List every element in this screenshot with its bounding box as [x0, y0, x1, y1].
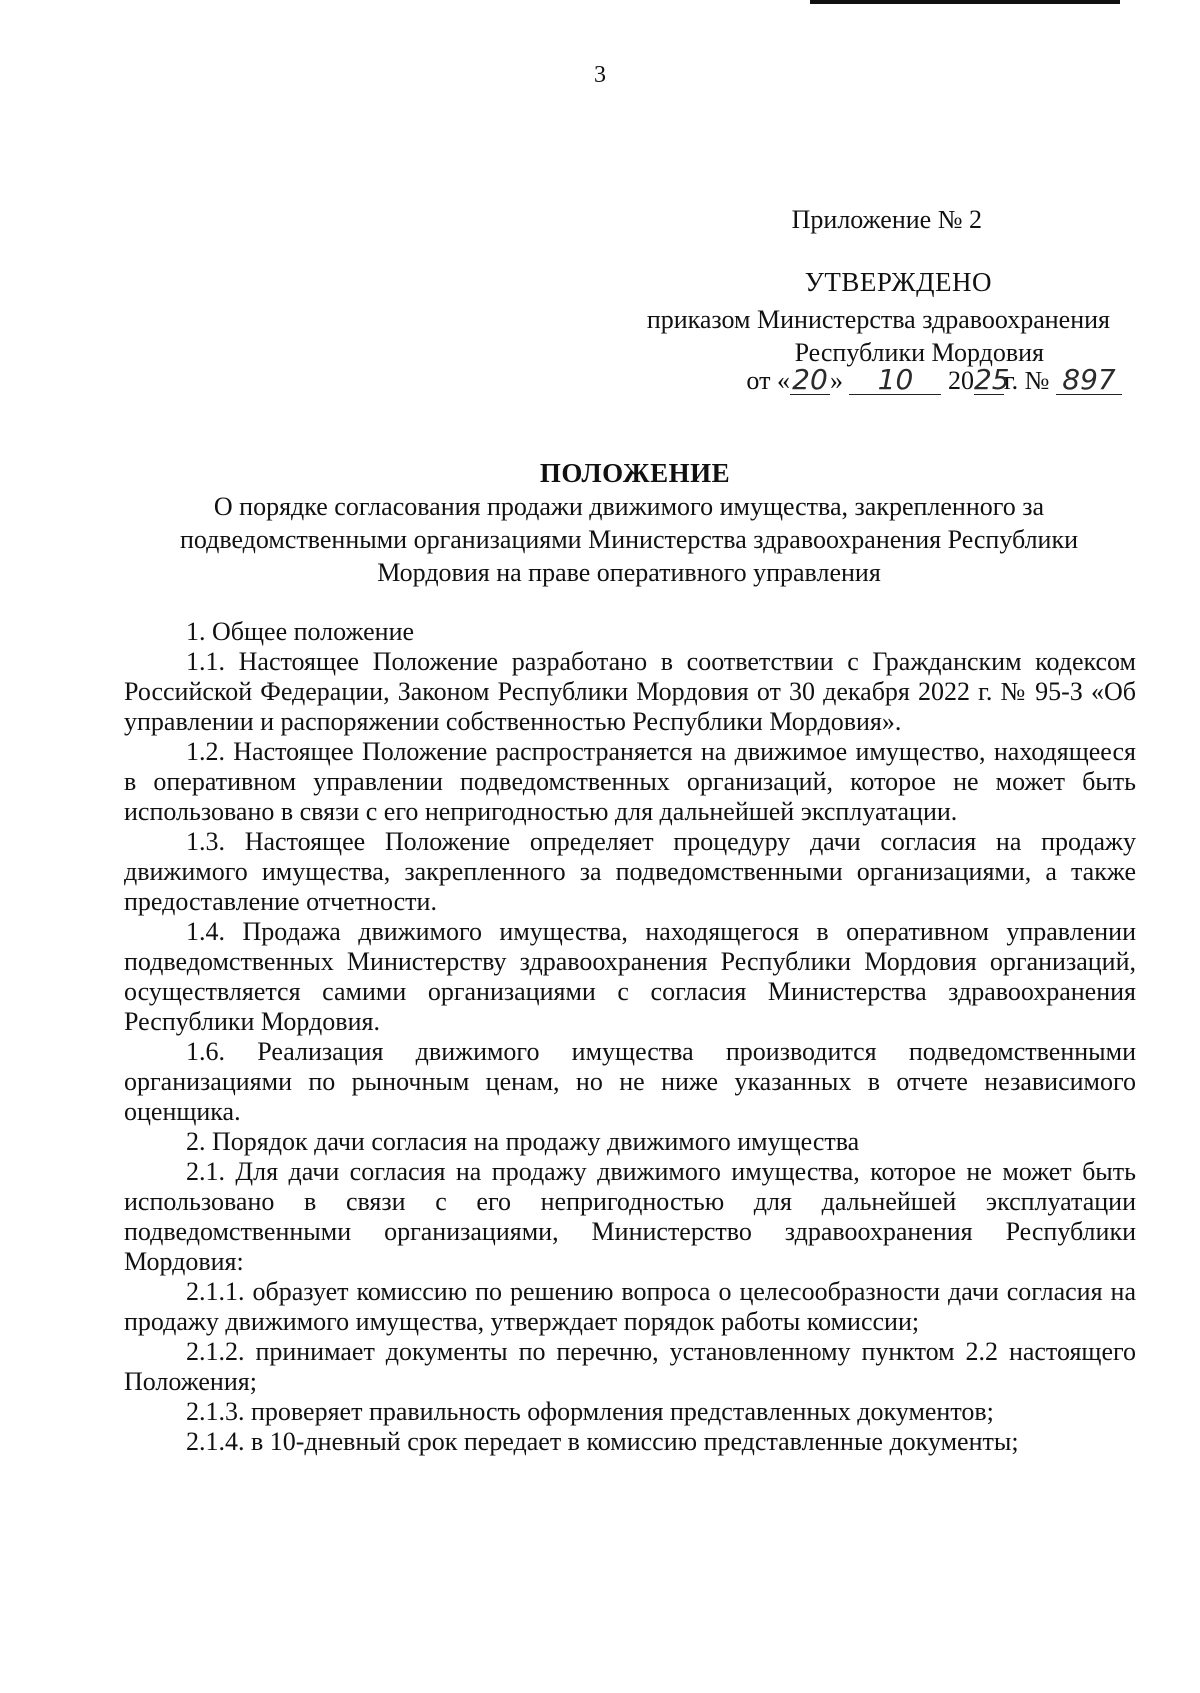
section-heading: 1. Общее положение [186, 617, 415, 646]
paragraph: 1.1. Настоящее Положение разработано в соответствии с Гражданским кодексом Российской Федерации, Законом Республики Мордовия от 30 декабря 2022 г. № 95-З «Об управлении и распоряжении собственностью Республики Мордовия». [124, 647, 1136, 736]
date-month: 10 [849, 366, 941, 395]
date-day: 20 [790, 366, 830, 395]
number-prefix: г. № [1003, 366, 1050, 395]
approved-stamp-text: УТВЕРЖДЕНО [804, 267, 992, 297]
paragraph: 2.1.3. проверяет правильность оформления представленных документов; [186, 1397, 994, 1426]
order-republic-line: Республики Мордовия [794, 338, 1044, 367]
paragraph: 2.1. Для дачи согласия на продажу движимого имущества, которое не может быть использовано в связи с его непригодностью для дальнейшей эксплуатации подведомственными организациями, Министерство здравоохранения Республики Мордовия: [124, 1157, 1136, 1276]
order-date-line [746, 364, 1122, 397]
top-border-line [810, 0, 1120, 4]
date-year-prefix: 20 [947, 366, 974, 395]
order-number: 897 [1056, 366, 1122, 395]
date-year-suffix: 25 [973, 363, 1010, 396]
appendix-label: Приложение № 2 [791, 205, 982, 234]
date-mid: » [829, 366, 843, 395]
paragraph: 1.3. Настоящее Положение определяет процедуру дачи согласия на продажу движимого имущества, закрепленного за подведомственными организациями, а также предоставление отчетности. [124, 827, 1136, 916]
document-title: ПОЛОЖЕНИЕ [539, 458, 731, 488]
date-prefix: от « [746, 366, 790, 395]
paragraph: 1.6. Реализация движимого имущества производится подведомственными организациями по рыночным ценам, но не ниже указанных в отчете независимого оценщика. [124, 1037, 1136, 1126]
paragraph: 2.1.2. принимает документы по перечню, установленному пунктом 2.2 настоящего Положения; [124, 1337, 1136, 1396]
paragraph: 2.1.4. в 10-дневный срок передает в комиссию представленные документы; [186, 1427, 1019, 1456]
page-number: 3 [594, 62, 606, 88]
document-subtitle: О порядке согласования продажи движимого имущества, закрепленного за подведомственными организациями Министерства здравоохранения Республики Мордовия на праве оперативного управления [179, 492, 1079, 587]
paragraph: 2.1.1. образует комиссию по решению вопроса о целесообразности дачи согласия на продажу движимого имущества, утверждает порядок работы комиссии; [124, 1277, 1136, 1336]
order-ministry-line: приказом Министерства здравоохранения [646, 305, 1110, 334]
section-heading: 2. Порядок дачи согласия на продажу движимого имущества [186, 1127, 860, 1156]
paragraph: 1.4. Продажа движимого имущества, находящегося в оперативном управлении подведомственных Министерству здравоохранения Республики Мордовия организаций, осуществляется самими организациями с согласия Министерства здравоохранения Республики Мордовия. [124, 917, 1136, 1036]
document-body [124, 617, 1136, 1457]
paragraph: 1.2. Настоящее Положение распространяется на движимое имущество, находящееся в оперативном управлении подведомственных организаций, которое не может быть использовано в связи с его непригодностью для дальнейшей эксплуатации. [124, 737, 1136, 826]
